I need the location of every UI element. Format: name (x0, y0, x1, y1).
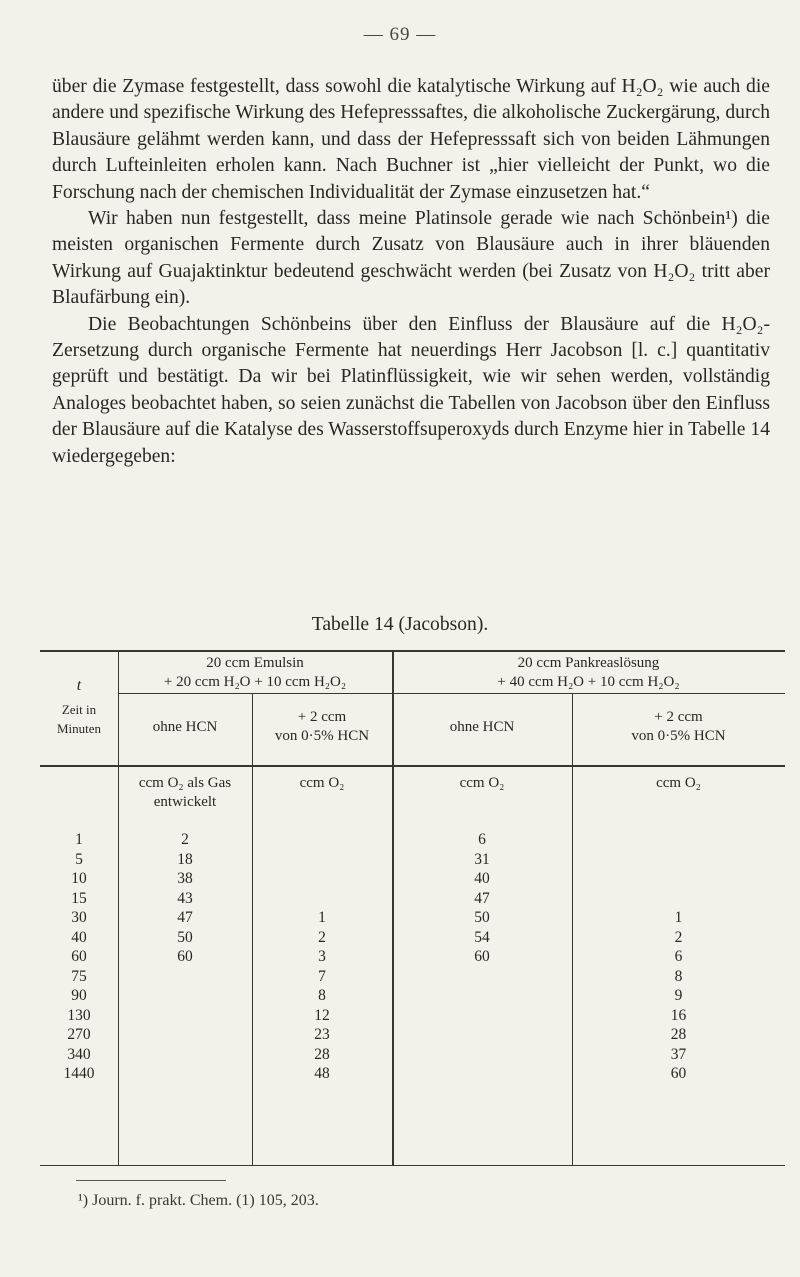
table-cell (572, 889, 785, 909)
table-cell (392, 1045, 572, 1065)
table-cell: 16 (670, 1006, 687, 1024)
table-cell (118, 1025, 252, 1045)
table-cell: 60 (670, 1065, 687, 1082)
table-cell: 2 (181, 831, 189, 848)
table-cell (118, 1045, 252, 1065)
table-cell: 28 (314, 1045, 330, 1063)
emulsin-mit-hcn-column (252, 830, 392, 1084)
table-cell (572, 869, 785, 889)
table-cell: 37 (670, 1045, 687, 1063)
table-cell: 5 (75, 850, 83, 868)
table-cell: 60 (177, 948, 193, 965)
subheader-col3: ohne HCN (449, 719, 515, 735)
group1-header-line2: + 20 ccm H₂O + 10 ccm H₂O₂ (163, 674, 347, 690)
table-cell: 8 (318, 987, 326, 1004)
time-header: Zeit in Minuten (56, 702, 102, 736)
table-cell: 8 (674, 967, 683, 985)
table-cell: 10 (71, 870, 87, 887)
table-group-rule (118, 693, 785, 694)
table-cell: 9 (674, 987, 683, 1004)
paragraph-1: über die Zymase festgestellt, dass sowohl die katalytische Wirkung auf H₂O₂ wie auch die andere und spezifische Wirkung des Hefepresssaftes, die alkoholische Zuckergärung, durch Blausäure gelähmt werden kann, und dass der Hefepresssaft sich von beiden Lähmungen durch Lufteinleiten erholen kann. Nach Buchner ist „hier vielleicht der Punkt, wo die Forschung nach der chemischen Individualität der Zymase einzusetzen hat.“ (52, 76, 770, 203)
table-cell (572, 850, 785, 870)
table-cell: 40 (71, 928, 87, 946)
pankreas-mit-hcn-column (572, 830, 785, 1084)
paragraph-3: Die Beobachtungen Schönbeins über den Einfluss der Blausäure auf die H₂O₂-Zersetzung durch organische Fermente hat neuerdings Herr Jacobson [l. c.] quantitativ geprüft und bestätigt. Da wir bei Platinflüssigkeit, wie wir sehen werden, vollständig Analoges beobachtet haben, so seien zunächst die Tabellen von Jacobson über den Einfluss der Blausäure auf die Katalyse des Wasserstoffsuperoxyds durch Enzyme hier in Tabelle 14 wiedergegeben: (52, 313, 770, 467)
table-cell: 31 (474, 850, 490, 868)
pankreas-ohne-hcn-column (392, 830, 572, 1084)
unit-header-col4: ccm O₂ (656, 775, 701, 791)
group2-header-line1: 20 ccm Pankreaslösung (517, 655, 660, 671)
table-cell: 48 (314, 1065, 330, 1082)
table-cell (572, 830, 785, 850)
subheader-col1: ohne HCN (152, 719, 218, 735)
footnote: ¹) Journ. f. prakt. Chem. (1) 105, 203. (78, 1192, 319, 1209)
table-cell (118, 1006, 252, 1026)
table-bottom-rule (40, 1165, 785, 1166)
table-cell: 28 (670, 1026, 687, 1043)
table-cell (392, 967, 572, 987)
footnote-rule (76, 1180, 226, 1181)
page-number: — 69 — (363, 24, 437, 45)
table-cell: 30 (71, 909, 87, 926)
body-text (52, 74, 770, 470)
table-cell: 2 (318, 928, 326, 946)
table-cell: 2 (674, 928, 683, 946)
table-header-rule (40, 765, 785, 767)
table-cell (392, 1006, 572, 1026)
table-cell: 60 (71, 948, 87, 965)
table-cell (118, 967, 252, 987)
subheader-col2-line2: von 0·5% HCN (274, 728, 370, 744)
emulsin-ohne-hcn-column (118, 830, 252, 1084)
unit-header-col1: ccm O₂ als Gas (138, 775, 232, 791)
table-cell (252, 869, 392, 889)
table-cell: 47 (177, 909, 193, 926)
table-cell: 6 (674, 948, 683, 965)
group1-header-line1: 20 ccm Emulsin (206, 655, 304, 671)
table-cell (118, 986, 252, 1006)
table-cell: 90 (71, 987, 87, 1004)
table-cell: 130 (67, 1006, 91, 1024)
unit-header-col2: ccm O₂ (299, 775, 345, 791)
table-cell: 18 (177, 850, 193, 868)
unit-header-col3: ccm O₂ (459, 775, 505, 791)
paragraph-2: Wir haben nun festgestellt, dass meine Platinsole gerade wie nach Schönbein¹) die meisten organischen Fermente durch Zusatz von Blausäure auch in ihrer bläuenden Wirkung auf Guajaktinktur bedeutend geschwächt werden (bei Zusatz von H₂O₂ tritt aber Blaufärbung ein). (52, 208, 770, 309)
table-cell: 340 (67, 1045, 91, 1063)
table-cell (392, 1064, 572, 1084)
time-header-t: t (76, 677, 82, 694)
table-cell: 1440 (63, 1065, 95, 1082)
table-cell: 15 (71, 889, 87, 907)
subheader-col4-line2: von 0·5% HCN (631, 728, 726, 744)
table-cell: 50 (474, 909, 490, 926)
table-cell: 50 (177, 928, 193, 946)
table-cell: 3 (318, 948, 326, 965)
subheader-col4: + 2 ccm (654, 709, 703, 725)
table-cell (118, 1064, 252, 1084)
table-cell: 60 (474, 948, 490, 965)
table-cell: 6 (478, 831, 486, 848)
table-caption: Tabelle 14 (Jacobson). (311, 614, 489, 635)
table-cell: 1 (75, 831, 83, 848)
table-cell: 38 (177, 870, 193, 887)
table-cell: 40 (474, 870, 490, 887)
table-cell (252, 850, 392, 870)
table-cell: 54 (474, 928, 490, 946)
table-cell: 75 (71, 967, 87, 985)
table-cell: 1 (318, 909, 326, 926)
table-cell: 270 (67, 1026, 91, 1043)
unit-header-col1-line2: entwickelt (153, 794, 217, 810)
table-cell: 1 (674, 909, 683, 926)
table-cell: 7 (318, 967, 326, 985)
group2-header-line2: + 40 ccm H₂O + 10 ccm H₂O₂ (497, 674, 680, 690)
table-cell (252, 830, 392, 850)
table-cell (392, 986, 572, 1006)
table-cell (392, 1025, 572, 1045)
subheader-col2: + 2 ccm (297, 709, 347, 725)
table-top-rule (40, 650, 785, 652)
table-cell: 43 (177, 889, 193, 907)
table-cell: 47 (474, 889, 490, 907)
time-column (40, 830, 118, 1084)
table-cell: 12 (314, 1006, 330, 1024)
table-cell (252, 889, 392, 909)
table-cell: 23 (314, 1026, 330, 1043)
